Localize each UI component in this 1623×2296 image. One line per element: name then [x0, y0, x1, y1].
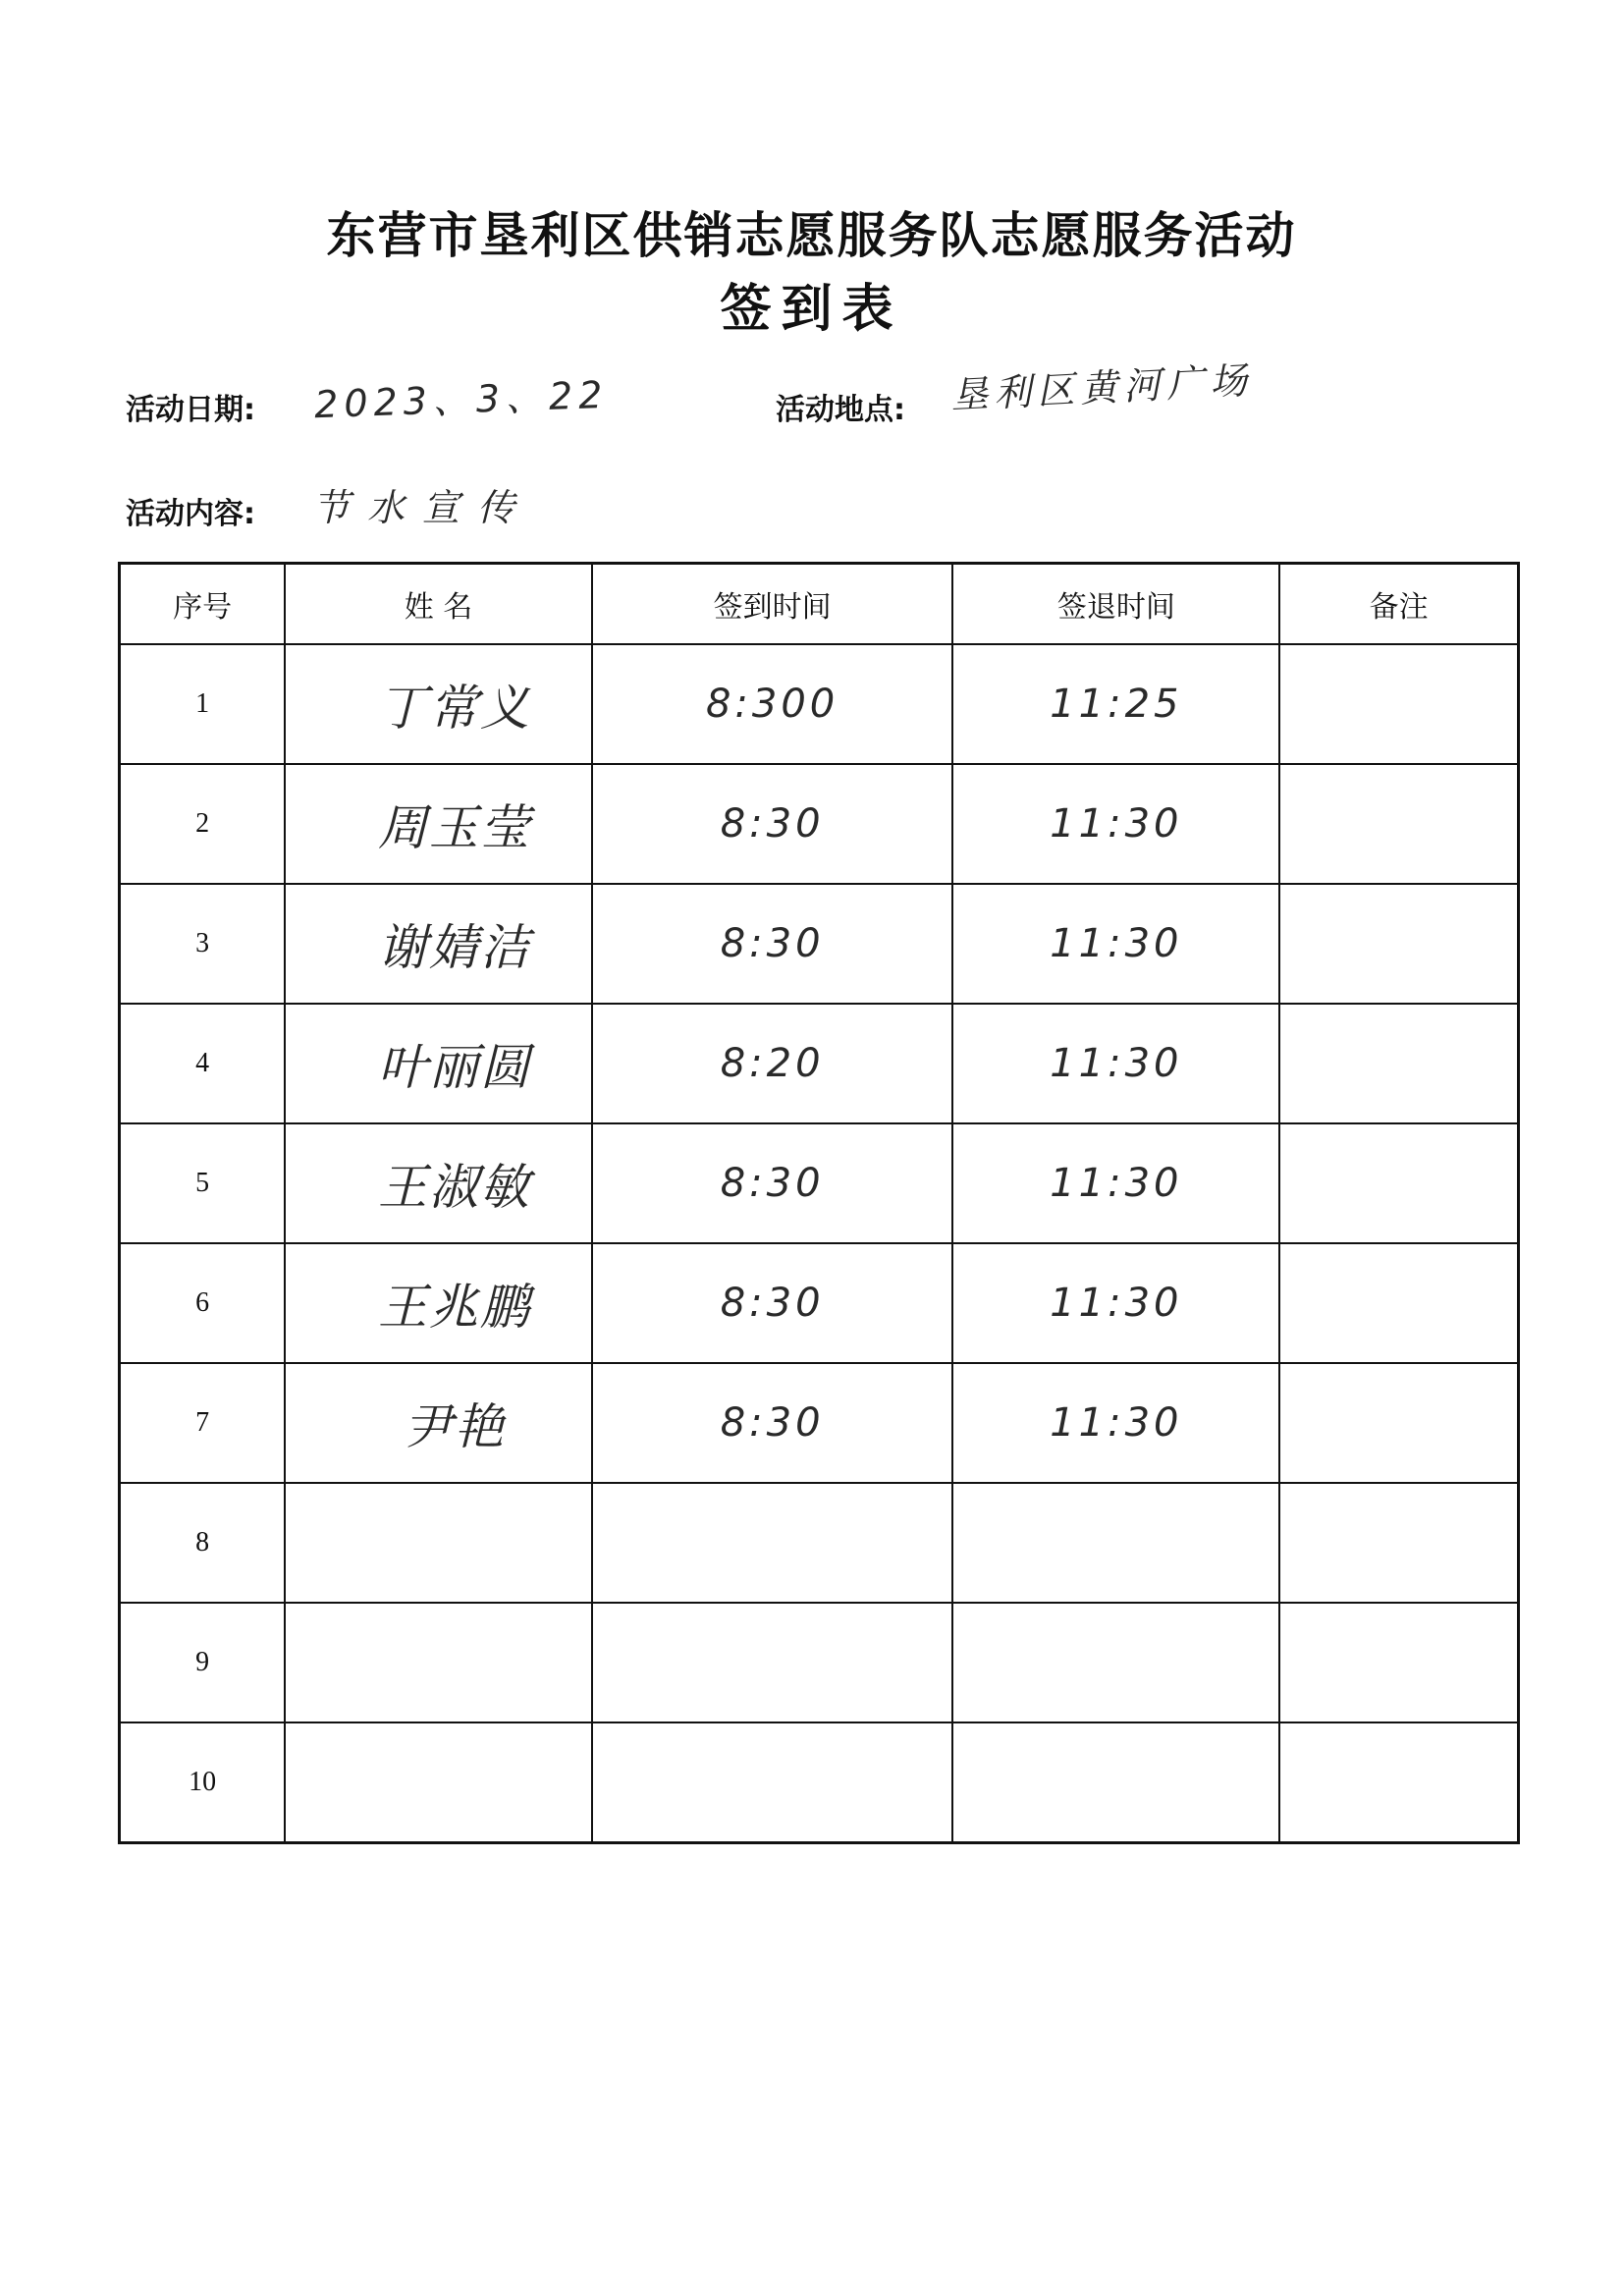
date-value: 2023、3、22: [313, 372, 610, 427]
row-name: 叶丽圆: [285, 1004, 592, 1123]
row-sign-out: 11:30: [952, 1243, 1279, 1363]
row-seq: 5: [120, 1123, 286, 1243]
row-note: [1279, 1722, 1518, 1843]
row-note: [1279, 1363, 1518, 1483]
location-label: 活动地点:: [776, 393, 905, 427]
table-row: [120, 764, 1519, 884]
row-note: [1279, 1483, 1518, 1603]
row-name: 王兆鹏: [285, 1243, 592, 1363]
row-name: 谢婧洁: [285, 884, 592, 1004]
header-seq: 序号: [120, 564, 286, 645]
row-name: [285, 1603, 592, 1722]
table-row: [120, 1483, 1519, 1603]
row-note: [1279, 884, 1518, 1004]
row-seq: 1: [120, 644, 286, 764]
sheet-subtitle: 签到表: [720, 280, 903, 339]
row-sign-in: 8:30: [592, 884, 953, 1004]
row-sign-out: 11:25: [952, 644, 1279, 764]
header-sign-out: 签退时间: [952, 564, 1279, 645]
row-note: [1279, 1123, 1518, 1243]
row-sign-out: [952, 1483, 1279, 1603]
header-note: 备注: [1279, 564, 1518, 645]
row-seq: 8: [120, 1483, 286, 1603]
row-sign-out: 11:30: [952, 1004, 1279, 1123]
location-value: 垦利区黄河广场: [949, 357, 1255, 418]
row-name: [285, 1722, 592, 1843]
row-sign-in: [592, 1483, 953, 1603]
row-name: 王淑敏: [285, 1123, 592, 1243]
row-sign-out: 11:30: [952, 884, 1279, 1004]
row-sign-out: 11:30: [952, 1123, 1279, 1243]
row-sign-out: [952, 1722, 1279, 1843]
row-sign-out: [952, 1603, 1279, 1722]
row-name: 丁常义: [285, 644, 592, 764]
table-row: [120, 1004, 1519, 1123]
row-sign-in: 8:30: [592, 764, 953, 884]
row-sign-in: 8:30: [592, 1363, 953, 1483]
row-seq: 9: [120, 1603, 286, 1722]
row-sign-in: 8:300: [592, 644, 953, 764]
row-note: [1279, 764, 1518, 884]
row-sign-out: 11:30: [952, 1363, 1279, 1483]
row-seq: 7: [120, 1363, 286, 1483]
row-seq: 6: [120, 1243, 286, 1363]
row-note: [1279, 644, 1518, 764]
content-label: 活动内容:: [126, 497, 255, 531]
row-name: [285, 1483, 592, 1603]
row-sign-in: 8:20: [592, 1004, 953, 1123]
row-sign-in: 8:30: [592, 1243, 953, 1363]
row-note: [1279, 1603, 1518, 1722]
row-seq: 10: [120, 1722, 286, 1843]
row-sign-out: 11:30: [952, 764, 1279, 884]
row-name: 尹艳: [285, 1363, 592, 1483]
table-row: [120, 1722, 1519, 1843]
table-row: [120, 1363, 1519, 1483]
sign-in-table: [118, 562, 1520, 1844]
table-header-row: [120, 564, 1519, 645]
row-seq: 4: [120, 1004, 286, 1123]
header-name: 姓 名: [285, 564, 592, 645]
header-sign-in: 签到时间: [592, 564, 953, 645]
sheet-title: 东营市垦利区供销志愿服务队志愿服务活动: [326, 207, 1297, 264]
date-label: 活动日期:: [126, 393, 255, 427]
table-row: [120, 1603, 1519, 1722]
table-row: [120, 644, 1519, 764]
content-value: 节水宣传: [312, 486, 533, 529]
table-row: [120, 1123, 1519, 1243]
row-seq: 3: [120, 884, 286, 1004]
row-sign-in: [592, 1722, 953, 1843]
row-sign-in: [592, 1603, 953, 1722]
row-sign-in: 8:30: [592, 1123, 953, 1243]
row-name: 周玉莹: [285, 764, 592, 884]
row-seq: 2: [120, 764, 286, 884]
table-row: [120, 884, 1519, 1004]
table-row: [120, 1243, 1519, 1363]
row-note: [1279, 1243, 1518, 1363]
row-note: [1279, 1004, 1518, 1123]
